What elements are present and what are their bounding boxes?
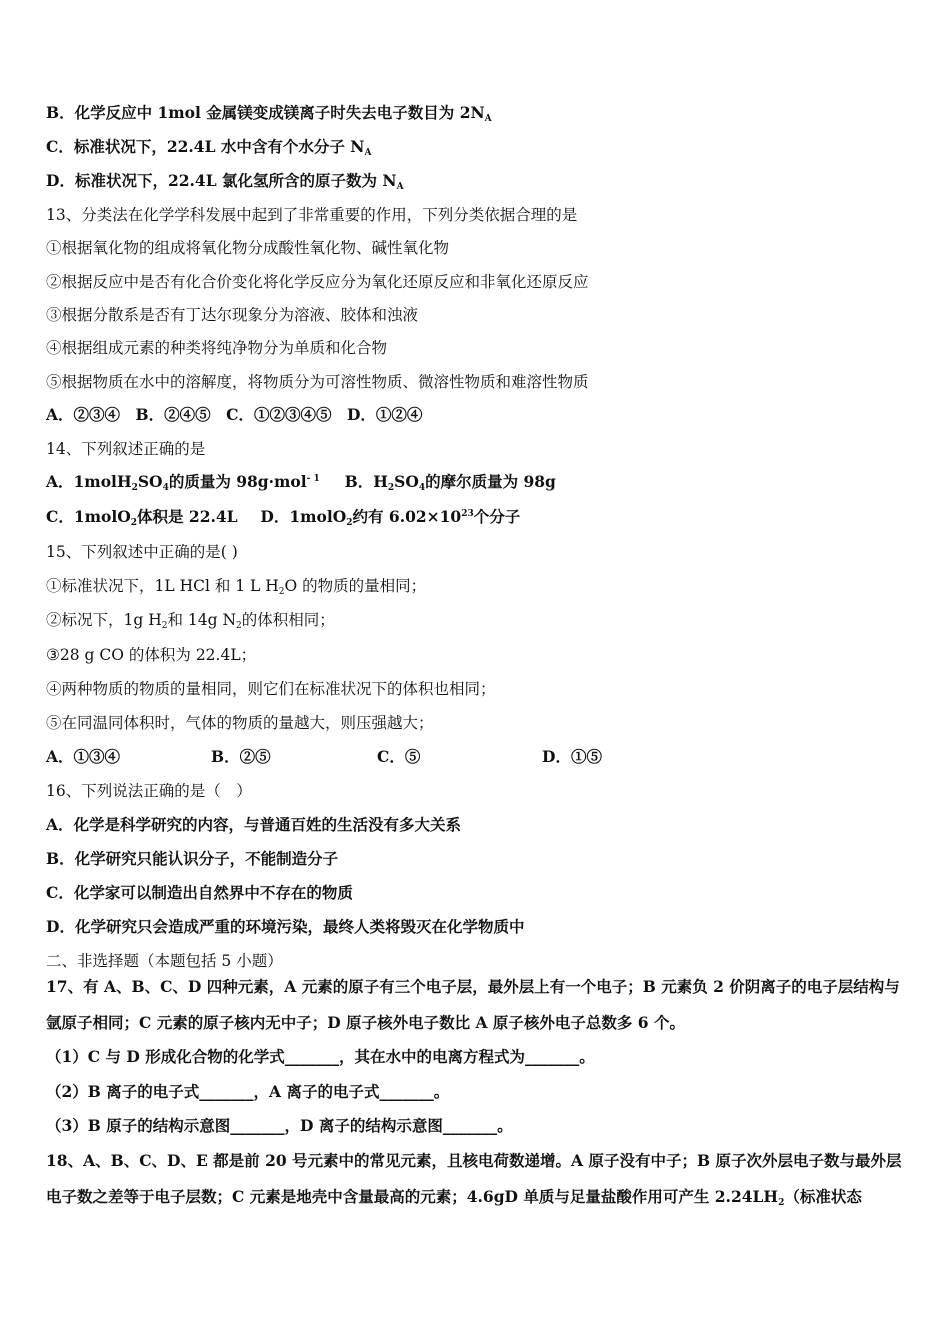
q15-option-d: D．①⑤: [542, 747, 602, 766]
q16-option-b: B．化学研究只能认识分子，不能制造分子: [46, 849, 339, 868]
section-heading: 二、非选择题（本题包括 5 小题）: [46, 952, 283, 970]
q14-option-d: D．1molO$_2$约有 $6.02\times 10^{23}$个分子: [260, 507, 521, 528]
q12-option-c: C．标准状况下，22.4L 水中含有个水分子 $N_A$: [46, 137, 372, 158]
q15-item-2: ②标况下，1g $H_2$和 14g $N_2$的体积相同；: [46, 611, 335, 631]
q13-item-3: ③根据分散系是否有丁达尔现象分为溶液、胶体和浊液: [46, 306, 419, 324]
q15-stem: 15、下列叙述中正确的是( ): [46, 543, 238, 561]
q17-stem-line1: 17、有 A、B、C、D 四种元素，A 元素的原子有三个电子层，最外层上有一个电子；B 元素负 2 价阴离子的电子层结构与: [46, 977, 900, 996]
q14-options-ab: [46, 472, 910, 492]
q13-item-1: ①根据氧化物的组成将氧化物分成酸性氧化物、碱性氧化物: [46, 239, 450, 257]
q16-option-a: A．化学是科学研究的内容，与普通百姓的生活没有多大关系: [46, 815, 462, 834]
q17-part-2: （2）B 离子的电子式_______，A 离子的电子式_______。: [46, 1082, 450, 1101]
q17-stem-line2: 氩原子相同；C 元素的原子核内无中子；D 原子核外电子数比 A 原子核外电子总数多 6 个。: [46, 1013, 685, 1032]
q14-options-cd: [46, 507, 910, 527]
q14-option-b: B．$H_2SO_4$的摩尔质量为 98g: [344, 472, 556, 493]
q15-item-1: ①标准状况下，1L HCl 和 1 L $H_2O$ 的物质的量相同；: [46, 577, 427, 597]
q12-option-b: B．化学反应中 1mol 金属镁变成镁离子时失去电子数目为 $2N_A$: [46, 103, 492, 124]
q15-option-c: C．⑤: [377, 747, 421, 766]
q13-stem: 13、分类法在化学学科发展中起到了非常重要的作用，下列分类依据合理的是: [46, 206, 578, 224]
q13-options: A．②③④ B．②④⑤ C．①②③④⑤ D．①②④: [46, 405, 423, 424]
q16-stem: 16、下列说法正确的是（ ）: [46, 782, 252, 800]
q14-option-a: A．$1molH_2SO_4$的质量为 98g·mol$^{- 1}$: [46, 472, 320, 493]
q14-stem: 14、下列叙述正确的是: [46, 440, 206, 458]
q18-stem-line2: 电子数之差等于电子层数；C 元素是地壳中含量最高的元素；4.6gD 单质与足量盐酸作用可产生 $2.24LH_2$（标准状态: [46, 1187, 862, 1208]
q13-item-4: ④根据组成元素的种类将纯净物分为单质和化合物: [46, 339, 388, 357]
q12-option-d: D．标准状况下，22.4L 氯化氢所含的原子数为 $N_A$: [46, 171, 404, 192]
q16-option-c: C．化学家可以制造出自然界中不存在的物质: [46, 883, 353, 902]
q14-option-c: C．1molO$_2$体积是 22.4L: [46, 507, 238, 528]
q15-options: [46, 747, 910, 767]
q16-option-d: D．化学研究只会造成严重的环境污染，最终人类将毁灭在化学物质中: [46, 917, 525, 936]
q17-part-1: （1）C 与 D 形成化合物的化学式_______，其在水中的电离方程式为_______。: [46, 1047, 595, 1066]
q15-option-b: B．②⑤: [211, 747, 271, 766]
q15-item-3: ③28 g CO 的体积为 22.4L；: [46, 646, 257, 664]
q15-item-5: ⑤在同温同体积时，气体的物质的量越大，则压强越大；: [46, 714, 434, 732]
q15-item-4: ④两种物质的物质的量相同，则它们在标准状况下的体积也相同；: [46, 680, 496, 698]
q18-stem-line1: 18、A、B、C、D、E 都是前 20 号元素中的常见元素，且核电荷数递增。A 原子没有中子；B 原子次外层电子数与最外层: [46, 1151, 902, 1170]
q13-item-5: ⑤根据物质在水中的溶解度，将物质分为可溶性物质、微溶性物质和难溶性物质: [46, 373, 589, 391]
q15-option-a: A．①③④: [46, 747, 121, 766]
q13-item-2: ②根据反应中是否有化合价变化将化学反应分为氧化还原反应和非氧化还原反应: [46, 273, 589, 291]
q17-part-3: （3）B 原子的结构示意图_______，D 离子的结构示意图_______。: [46, 1116, 513, 1135]
